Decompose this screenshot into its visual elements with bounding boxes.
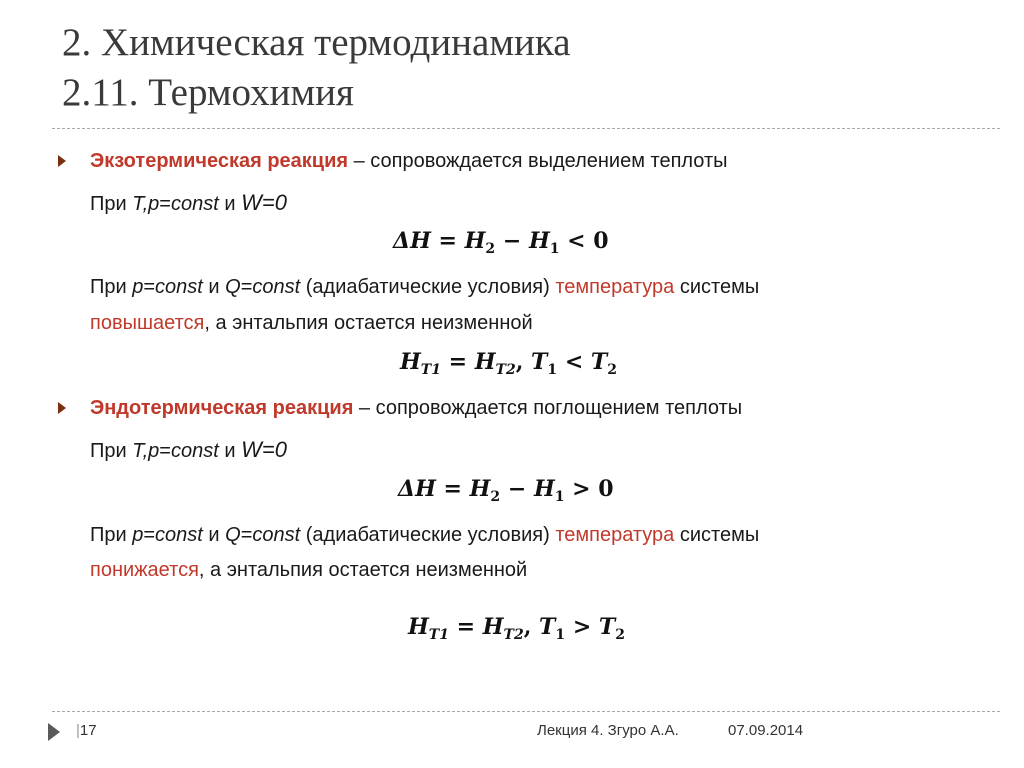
endo-ad-and: и <box>202 524 226 546</box>
endo-f2-t1-sub: 1 <box>555 627 566 643</box>
endo-adiabatic-line1 <box>90 522 759 548</box>
exo-f2-sub1: T1 <box>420 362 441 378</box>
exo-ad-rest: , а энтальпия остается неизменной <box>204 312 533 334</box>
exo-ad-temp: температура <box>555 276 675 298</box>
bullet-arrow-icon <box>58 402 66 414</box>
endo-f-delta: ΔH <box>398 476 436 502</box>
exo-f-h2: H <box>464 228 486 254</box>
exo-f2-hb: H <box>474 349 496 375</box>
slide-title <box>62 18 571 118</box>
endo-adiabatic-line2 <box>90 557 527 583</box>
title-line-1: 2. Химическая термодинамика <box>62 21 571 64</box>
exo-f2-t2-sub: 2 <box>607 362 618 378</box>
exo-f2-eq: = <box>440 349 475 375</box>
footer-divider <box>52 711 1000 712</box>
exo-f-eq: = <box>430 228 465 254</box>
exo-ad-paren: (адиабатические условия) <box>300 276 556 298</box>
exo-f2-rel: < <box>557 349 591 375</box>
endo-ad-const2: const <box>252 524 301 546</box>
exo-condition <box>90 190 287 217</box>
page-number: 17 <box>79 722 97 739</box>
endo-cond-prefix: При <box>90 440 133 462</box>
endo-cond-w: W=0 <box>241 437 287 462</box>
exo-f-h1-sub: 1 <box>549 241 560 257</box>
exo-ad-eq1: = <box>143 276 156 298</box>
exo-f2-t1: T <box>531 349 548 375</box>
endo-f2-comma: , <box>523 614 540 640</box>
exo-ad-change: повышается <box>90 312 205 334</box>
exo-cond-eq: = <box>159 193 171 215</box>
exo-desc: – сопровождается выделением теплоты <box>348 150 728 172</box>
exo-f2-t2: T <box>590 349 608 375</box>
exo-temperature-formula <box>400 348 617 376</box>
exo-ad-and: и <box>202 276 226 298</box>
endo-cond-vars: T,p <box>132 440 160 462</box>
exo-adiabatic-line2 <box>90 310 533 336</box>
endo-f2-hb: H <box>482 614 504 640</box>
exo-cond-w: W=0 <box>241 190 287 215</box>
endo-f2-t2: T <box>598 614 616 640</box>
endo-ad-p: p <box>132 524 144 546</box>
endo-ad-rest: , а энтальпия остается неизменной <box>198 559 528 581</box>
exo-cond-prefix: При <box>90 193 133 215</box>
exo-f-h1: H <box>528 228 550 254</box>
bullet-arrow-icon <box>58 155 66 167</box>
endo-f-h1: H <box>533 476 555 502</box>
endo-ad-prefix: При <box>90 524 133 546</box>
exo-ad-prefix: При <box>90 276 133 298</box>
exo-f2-t1-sub: 1 <box>547 362 558 378</box>
exo-cond-vars: T,p <box>132 193 160 215</box>
endo-f2-rel: > <box>565 614 599 640</box>
endo-ad-q: Q <box>225 524 241 546</box>
exo-ad-system: системы <box>674 276 760 298</box>
endo-ad-eq1: = <box>143 524 156 546</box>
endo-term: Эндотермическая реакция <box>90 397 354 419</box>
endo-definition <box>90 395 742 421</box>
title-line-2: 2.11. Термохимия <box>62 71 354 114</box>
exo-ad-p: p <box>132 276 144 298</box>
endo-desc: – сопровождается поглощением теплоты <box>353 397 743 419</box>
footer-lecture: Лекция 4. Згуро А.А. <box>537 722 679 739</box>
endo-ad-temp: температура <box>555 524 675 546</box>
endo-enthalpy-formula <box>398 475 614 503</box>
endo-f2-h: H <box>408 614 429 640</box>
endo-ad-paren: (адиабатические условия) <box>300 524 556 546</box>
exo-ad-q: Q <box>225 276 241 298</box>
endo-cond-and: и <box>218 440 242 462</box>
endo-condition <box>90 437 287 464</box>
endo-f-minus: − <box>500 476 534 502</box>
exo-ad-eq2: = <box>240 276 253 298</box>
endo-f-h1-sub: 1 <box>554 489 565 505</box>
exo-ad-const1: const <box>155 276 203 298</box>
footer-date: 07.09.2014 <box>728 722 804 739</box>
endo-f-h2-sub: 2 <box>490 489 501 505</box>
exo-f2-h: H <box>400 349 421 375</box>
exo-term: Экзотермическая реакция <box>90 150 349 172</box>
exo-f-h2-sub: 2 <box>485 241 496 257</box>
page-number-separator: | <box>76 722 80 739</box>
exo-ad-const2: const <box>252 276 301 298</box>
endo-ad-const1: const <box>155 524 203 546</box>
exo-f-rel: < 0 <box>559 228 609 254</box>
endo-cond-const: const <box>170 440 219 462</box>
exo-adiabatic-line1 <box>90 274 759 300</box>
exo-definition <box>90 148 728 174</box>
exo-f-delta: ΔH <box>393 228 431 254</box>
exo-f-minus: − <box>495 228 529 254</box>
exo-cond-const: const <box>170 193 219 215</box>
endo-ad-eq2: = <box>240 524 253 546</box>
exo-enthalpy-formula <box>393 227 609 255</box>
title-divider <box>52 128 1000 129</box>
footer-page-number <box>76 722 97 739</box>
endo-ad-change: понижается <box>90 559 199 581</box>
endo-temperature-formula <box>408 613 625 641</box>
endo-f2-t2-sub: 2 <box>615 627 626 643</box>
endo-f2-t1: T <box>539 614 556 640</box>
endo-ad-system: системы <box>674 524 760 546</box>
endo-f2-eq: = <box>448 614 483 640</box>
endo-f-rel: > 0 <box>564 476 614 502</box>
exo-cond-and: и <box>218 193 242 215</box>
exo-f2-comma: , <box>515 349 532 375</box>
endo-f2-sub2: T2 <box>503 627 524 643</box>
endo-f2-sub1: T1 <box>428 627 449 643</box>
endo-cond-eq: = <box>159 440 171 462</box>
play-arrow-icon <box>48 723 60 741</box>
endo-f-eq: = <box>435 476 470 502</box>
exo-f2-sub2: T2 <box>495 362 516 378</box>
endo-f-h2: H <box>469 476 491 502</box>
